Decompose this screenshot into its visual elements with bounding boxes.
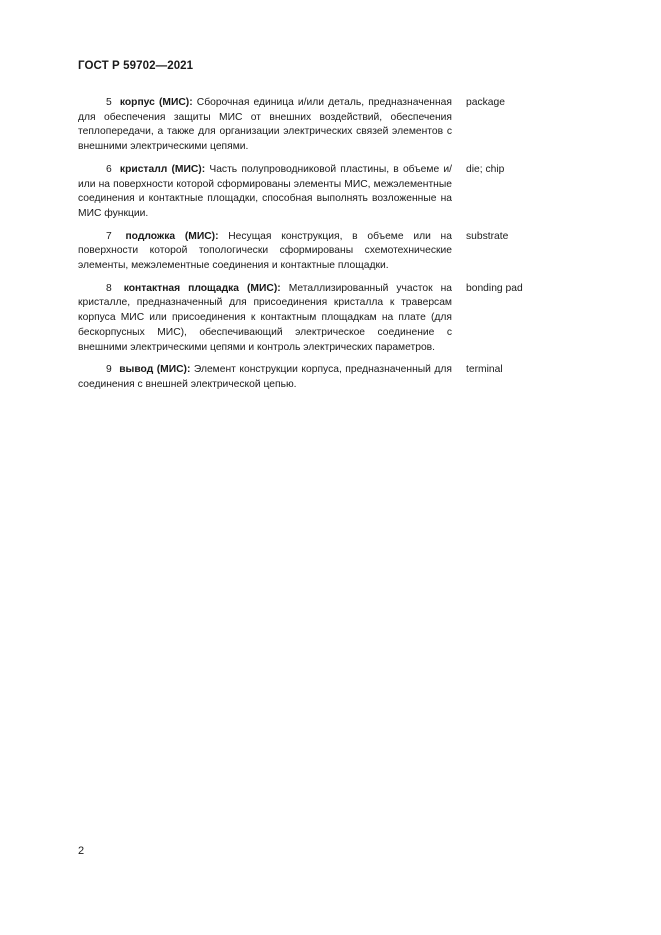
term-number: 9 [106,364,112,376]
term-number: 8 [106,282,112,294]
term-definition: Несущая конструкция, в объеме или на поверхности которой топологически сформированы схемотехнические элементы, межэлементные соединения и контактные площадки. [78,230,452,272]
term-name: контактная площадка (МИС): [123,282,281,294]
terms-list [78,96,568,401]
term-text [78,163,452,222]
term-name: вывод (МИС): [119,364,191,376]
term-text [78,230,452,274]
term-text [78,363,452,392]
term-number: 7 [106,230,112,242]
term-text [78,282,452,356]
term-english-equivalent: terminal [466,364,503,376]
term-english-equivalent: package [466,97,505,108]
term-entry-package [78,96,568,155]
page-number: 2 [78,845,85,857]
term-english-equivalent: substrate [466,230,509,242]
term-english-equivalent: bonding pad [466,282,523,294]
term-entry-die [78,163,568,222]
term-definition: Элемент конструкции корпуса, предназначенный для соединения с внешней электрической цепью. [78,364,452,390]
term-definition: Сборочная единица и/или деталь, предназначенная для обеспечения защиты МИС от внешних воздействий, обеспечения теплопередачи, а также для организации электрических связей элементов с внешними электрическими цепями. [78,97,452,153]
term-number: 6 [106,163,112,175]
term-name: подложка (МИС): [125,230,219,242]
term-definition: Металлизированный участок на кристалле, предназначенный для присоединения кристалла к траверсам корпуса МИС или присоединения к контактным площадкам на плате (для бескорпусных МИС), обеспечивающий электрическое соединение с внешними электрическими цепями и контроль электрических параметров. [78,282,452,353]
term-english-equivalent: die; chip [466,163,505,175]
term-name: кристалл (МИС): [119,163,206,175]
term-entry-bonding-pad [78,282,568,356]
term-entry-substrate [78,230,568,274]
term-name: корпус (МИС): [119,97,193,108]
term-entry-terminal [78,363,568,392]
term-text [78,96,452,155]
term-number: 5 [106,97,112,108]
document-standard-header: ГОСТ Р 59702—2021 [78,60,194,72]
term-definition: Часть полупроводниковой пластины, в объеме и/или на поверхности которой сформированы элементы МИС, межэлементные соединения и контактные площадки, способная выполнять возложенные на МИС функции. [78,163,452,219]
